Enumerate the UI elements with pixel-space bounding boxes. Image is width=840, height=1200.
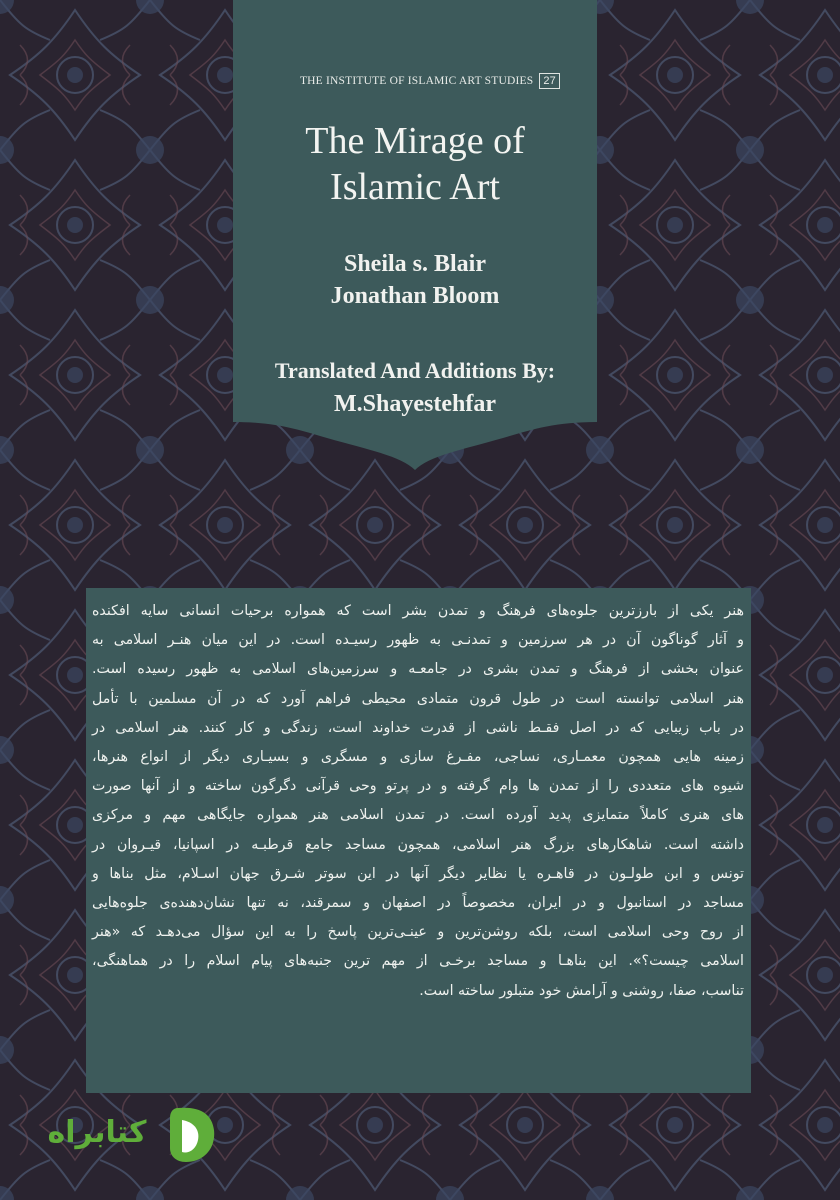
title-line-2: Islamic Art xyxy=(330,166,500,208)
description-line: هنر اسلامی توانسته است در طول قرون متمادی محیطی فراهم آورد که در آن مسلمین با تأمل xyxy=(92,690,744,707)
translated-by-label: Translated And Additions By: xyxy=(274,358,556,383)
description-text xyxy=(92,597,744,1006)
description-line: در باب زیبایی که در اصل فقـط ناشی از قدرت خداوند است، زندگی و کار کنند. هنر اسلامی در xyxy=(92,719,744,736)
description-line: های هنری کاملاً متمایزی پدید آورده است. در تمدن اسلامی هنر همواره جایگاهی مهم و مرکزی xyxy=(92,807,744,824)
series-number-badge: 27 xyxy=(539,73,560,89)
authors xyxy=(233,248,597,312)
description-line: مساجد در استانبول و در ایران، مخصوصاً در اصفهان و سمرقند، نه تنها نشان‌دهنده‌ی جلوه‌هایی xyxy=(92,895,744,912)
book-title xyxy=(233,118,597,210)
description-line: شیوه های متعددی را از تمدن ها وام گرفته و در پرتو وحی قرآنی دگرگون ساخته و از آنها صورت xyxy=(92,778,744,795)
description-line: اسلامی چیست؟». این بناهـا و مساجد برخـی از مهم ترین جنبه‌های پیام اسلام را در هماهنگی، xyxy=(92,953,744,970)
description-line: از روح وحی اسلامی است، بلکه روشن‌ترین و عینـی‌ترین پاسخ را به این سؤال می‌دهـد که «هنر xyxy=(92,924,744,941)
translator-name: M.Shayestehfar xyxy=(334,391,496,417)
ketabrah-logo-text: کتابراه xyxy=(47,1115,147,1150)
description-line: و آثار گوناگون آن در هر سرزمین و تمدنـی به ظهور رسیـده است. در این میان هنـر اسلامی به xyxy=(92,632,744,649)
title-line-1: The Mirage of xyxy=(305,120,525,162)
author-1: Sheila s. Blair xyxy=(343,251,487,277)
description-line: هنر یکی از بارزترین جلوه‌های فرهنگ و تمدن بشر است که همواره برحیات انسانی سایه افکنده xyxy=(92,603,744,619)
author-2: Jonathan Bloom xyxy=(330,283,500,309)
description-line: زمینه هایی همچون معمـاری، نساجی، مفـرغ سازی و مسگری و بسیـاری دیگر از انواع هنرها، xyxy=(92,749,744,766)
description-line: داشته است. شاهکارهای بزرگ هنر اسلامی، همچون مساجد جامع قرطبـه در اسپانیا، قیـروان در xyxy=(92,836,744,853)
description-line: تونس و ابن طولـون در قاهـره یا نظایر دیگر آنها در این سوتر شـرق جهان اسـلام، مثل بناها و xyxy=(92,865,744,882)
description-line: عنوان بخشی از فرهنگ و تمدن بشری در جامعـه و سرزمین‌های اسلامی به ظهور رسیده است. xyxy=(92,661,744,678)
series-name: THE INSTITUTE OF ISLAMIC ART STUDIES xyxy=(299,75,534,87)
book-leaf-icon xyxy=(170,1108,214,1162)
description-line: تناسب، صفا، روشنی و آرامش خود متبلور ساخته است. xyxy=(419,982,744,999)
series-line xyxy=(260,71,560,91)
